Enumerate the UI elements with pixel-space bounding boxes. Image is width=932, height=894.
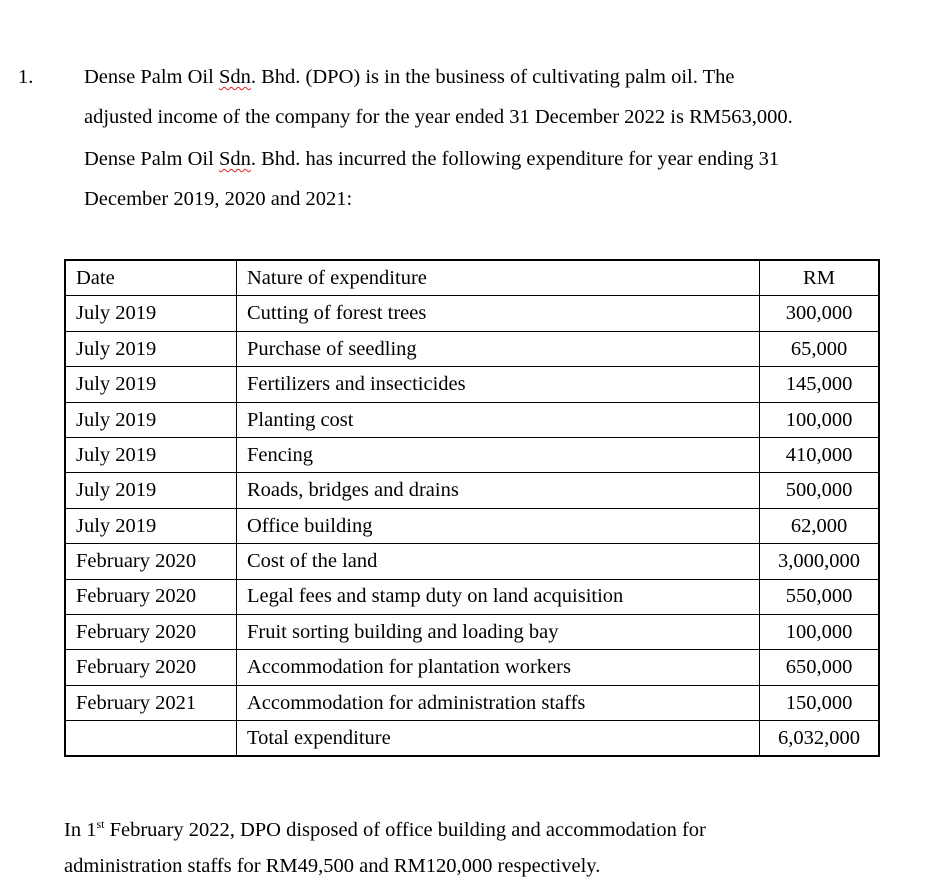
cell-nature: Cost of the land	[237, 544, 760, 579]
header-nature: Nature of expenditure	[237, 260, 760, 296]
cell-rm: 3,000,000	[760, 544, 880, 579]
closing-text: In 1	[64, 818, 97, 841]
cell-nature: Planting cost	[237, 402, 760, 437]
cell-date: July 2019	[65, 508, 237, 543]
cell-rm: 410,000	[760, 437, 880, 472]
table-row	[65, 579, 879, 614]
closing-line-2: administration staffs for RM49,500 and RM120,000 respectively.	[64, 855, 601, 877]
question-number: 1.	[18, 66, 34, 88]
table-row	[65, 367, 879, 402]
cell-date: February 2020	[65, 614, 237, 649]
cell-date: February 2020	[65, 650, 237, 685]
table-row	[65, 296, 879, 331]
table-row	[65, 331, 879, 366]
cell-date: July 2019	[65, 473, 237, 508]
cell-rm: 100,000	[760, 402, 880, 437]
cell-date-empty	[65, 721, 237, 757]
intro-line-2: adjusted income of the company for the year ended 31 December 2022 is RM563,000.	[84, 106, 793, 128]
cell-date: July 2019	[65, 367, 237, 402]
cell-date: February 2020	[65, 544, 237, 579]
intro-text: . Bhd. (DPO) is in the business of cultivating palm oil. The	[250, 66, 735, 88]
cell-date: July 2019	[65, 331, 237, 366]
intro-line-3	[84, 148, 779, 171]
cell-nature: Legal fees and stamp duty on land acquisition	[237, 579, 760, 614]
table-row	[65, 473, 879, 508]
cell-nature: Purchase of seedling	[237, 331, 760, 366]
intro-line-4: December 2019, 2020 and 2021:	[84, 188, 353, 210]
table-row	[65, 614, 879, 649]
intro-line-1	[84, 66, 734, 89]
intro-text: . Bhd. has incurred the following expenditure for year ending 31	[250, 148, 780, 170]
spellcheck-word[interactable]: Sdn	[218, 66, 251, 88]
table-row	[65, 544, 879, 579]
cell-rm: 500,000	[760, 473, 880, 508]
cell-nature: Fertilizers and insecticides	[237, 367, 760, 402]
cell-rm: 62,000	[760, 508, 880, 543]
cell-rm: 150,000	[760, 685, 880, 720]
cell-nature: Office building	[237, 508, 760, 543]
cell-rm: 650,000	[760, 650, 880, 685]
cell-rm: 100,000	[760, 614, 880, 649]
cell-rm: 65,000	[760, 331, 880, 366]
cell-rm: 300,000	[760, 296, 880, 331]
header-date: Date	[65, 260, 237, 296]
table-row	[65, 650, 879, 685]
closing-line-1	[64, 817, 706, 842]
cell-rm: 550,000	[760, 579, 880, 614]
cell-date: July 2019	[65, 296, 237, 331]
ordinal-suffix: st	[96, 817, 105, 831]
table-row	[65, 685, 879, 720]
cell-nature: Accommodation for administration staffs	[237, 685, 760, 720]
cell-date: February 2021	[65, 685, 237, 720]
expenditure-table	[64, 259, 880, 757]
intro-text: Dense Palm Oil	[84, 148, 219, 170]
total-row	[65, 721, 879, 757]
cell-date: July 2019	[65, 402, 237, 437]
cell-nature: Roads, bridges and drains	[237, 473, 760, 508]
total-label: Total expenditure	[237, 721, 760, 757]
table-row	[65, 508, 879, 543]
header-rm: RM	[760, 260, 880, 296]
spellcheck-word[interactable]: Sdn	[218, 148, 251, 170]
cell-date: February 2020	[65, 579, 237, 614]
intro-text: Dense Palm Oil	[84, 66, 219, 88]
table-row	[65, 402, 879, 437]
cell-date: July 2019	[65, 437, 237, 472]
total-value: 6,032,000	[760, 721, 880, 757]
closing-text: February 2022, DPO disposed of office building and accommodation for	[104, 818, 706, 841]
cell-rm: 145,000	[760, 367, 880, 402]
table-row	[65, 437, 879, 472]
cell-nature: Cutting of forest trees	[237, 296, 760, 331]
table-header-row	[65, 260, 879, 296]
cell-nature: Fencing	[237, 437, 760, 472]
cell-nature: Fruit sorting building and loading bay	[237, 614, 760, 649]
cell-nature: Accommodation for plantation workers	[237, 650, 760, 685]
